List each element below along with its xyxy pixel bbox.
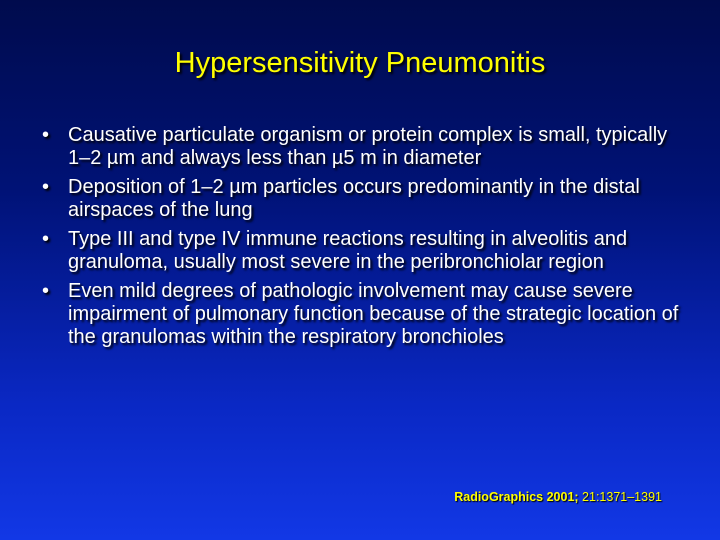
bullet-text: Causative particulate organism or protein complex is small, typically 1–2 µm and always less than µ5 m in diameter bbox=[68, 124, 668, 169]
bullet-text: Even mild degrees of pathologic involvement may cause severe impairment of pulmonary function because of the strategic location of the granulomas within the respiratory bronchioles bbox=[68, 280, 679, 348]
bullet-item bbox=[40, 176, 690, 222]
bullet-text: Deposition of 1–2 µm particles occurs predominantly in the distal airspaces of the lung bbox=[68, 176, 640, 221]
bullet-marker: • bbox=[42, 280, 50, 302]
bullet-marker: • bbox=[42, 124, 50, 146]
slide-title: Hypersensitivity Pneumonitis bbox=[174, 47, 546, 79]
bullet-item bbox=[40, 124, 690, 170]
bullet-list bbox=[40, 124, 690, 355]
bullet-text: Type III and type IV immune reactions resulting in alveolitis and granuloma, usually most severe in the peribronchiolar region bbox=[68, 228, 628, 273]
citation-reference: 21:1371–1391 bbox=[578, 490, 662, 504]
bullet-marker: • bbox=[42, 176, 50, 198]
bullet-marker: • bbox=[42, 228, 50, 250]
citation bbox=[454, 490, 662, 504]
bullet-item bbox=[40, 280, 690, 349]
bullet-item bbox=[40, 228, 690, 274]
citation-journal: RadioGraphics 2001; bbox=[454, 490, 579, 504]
